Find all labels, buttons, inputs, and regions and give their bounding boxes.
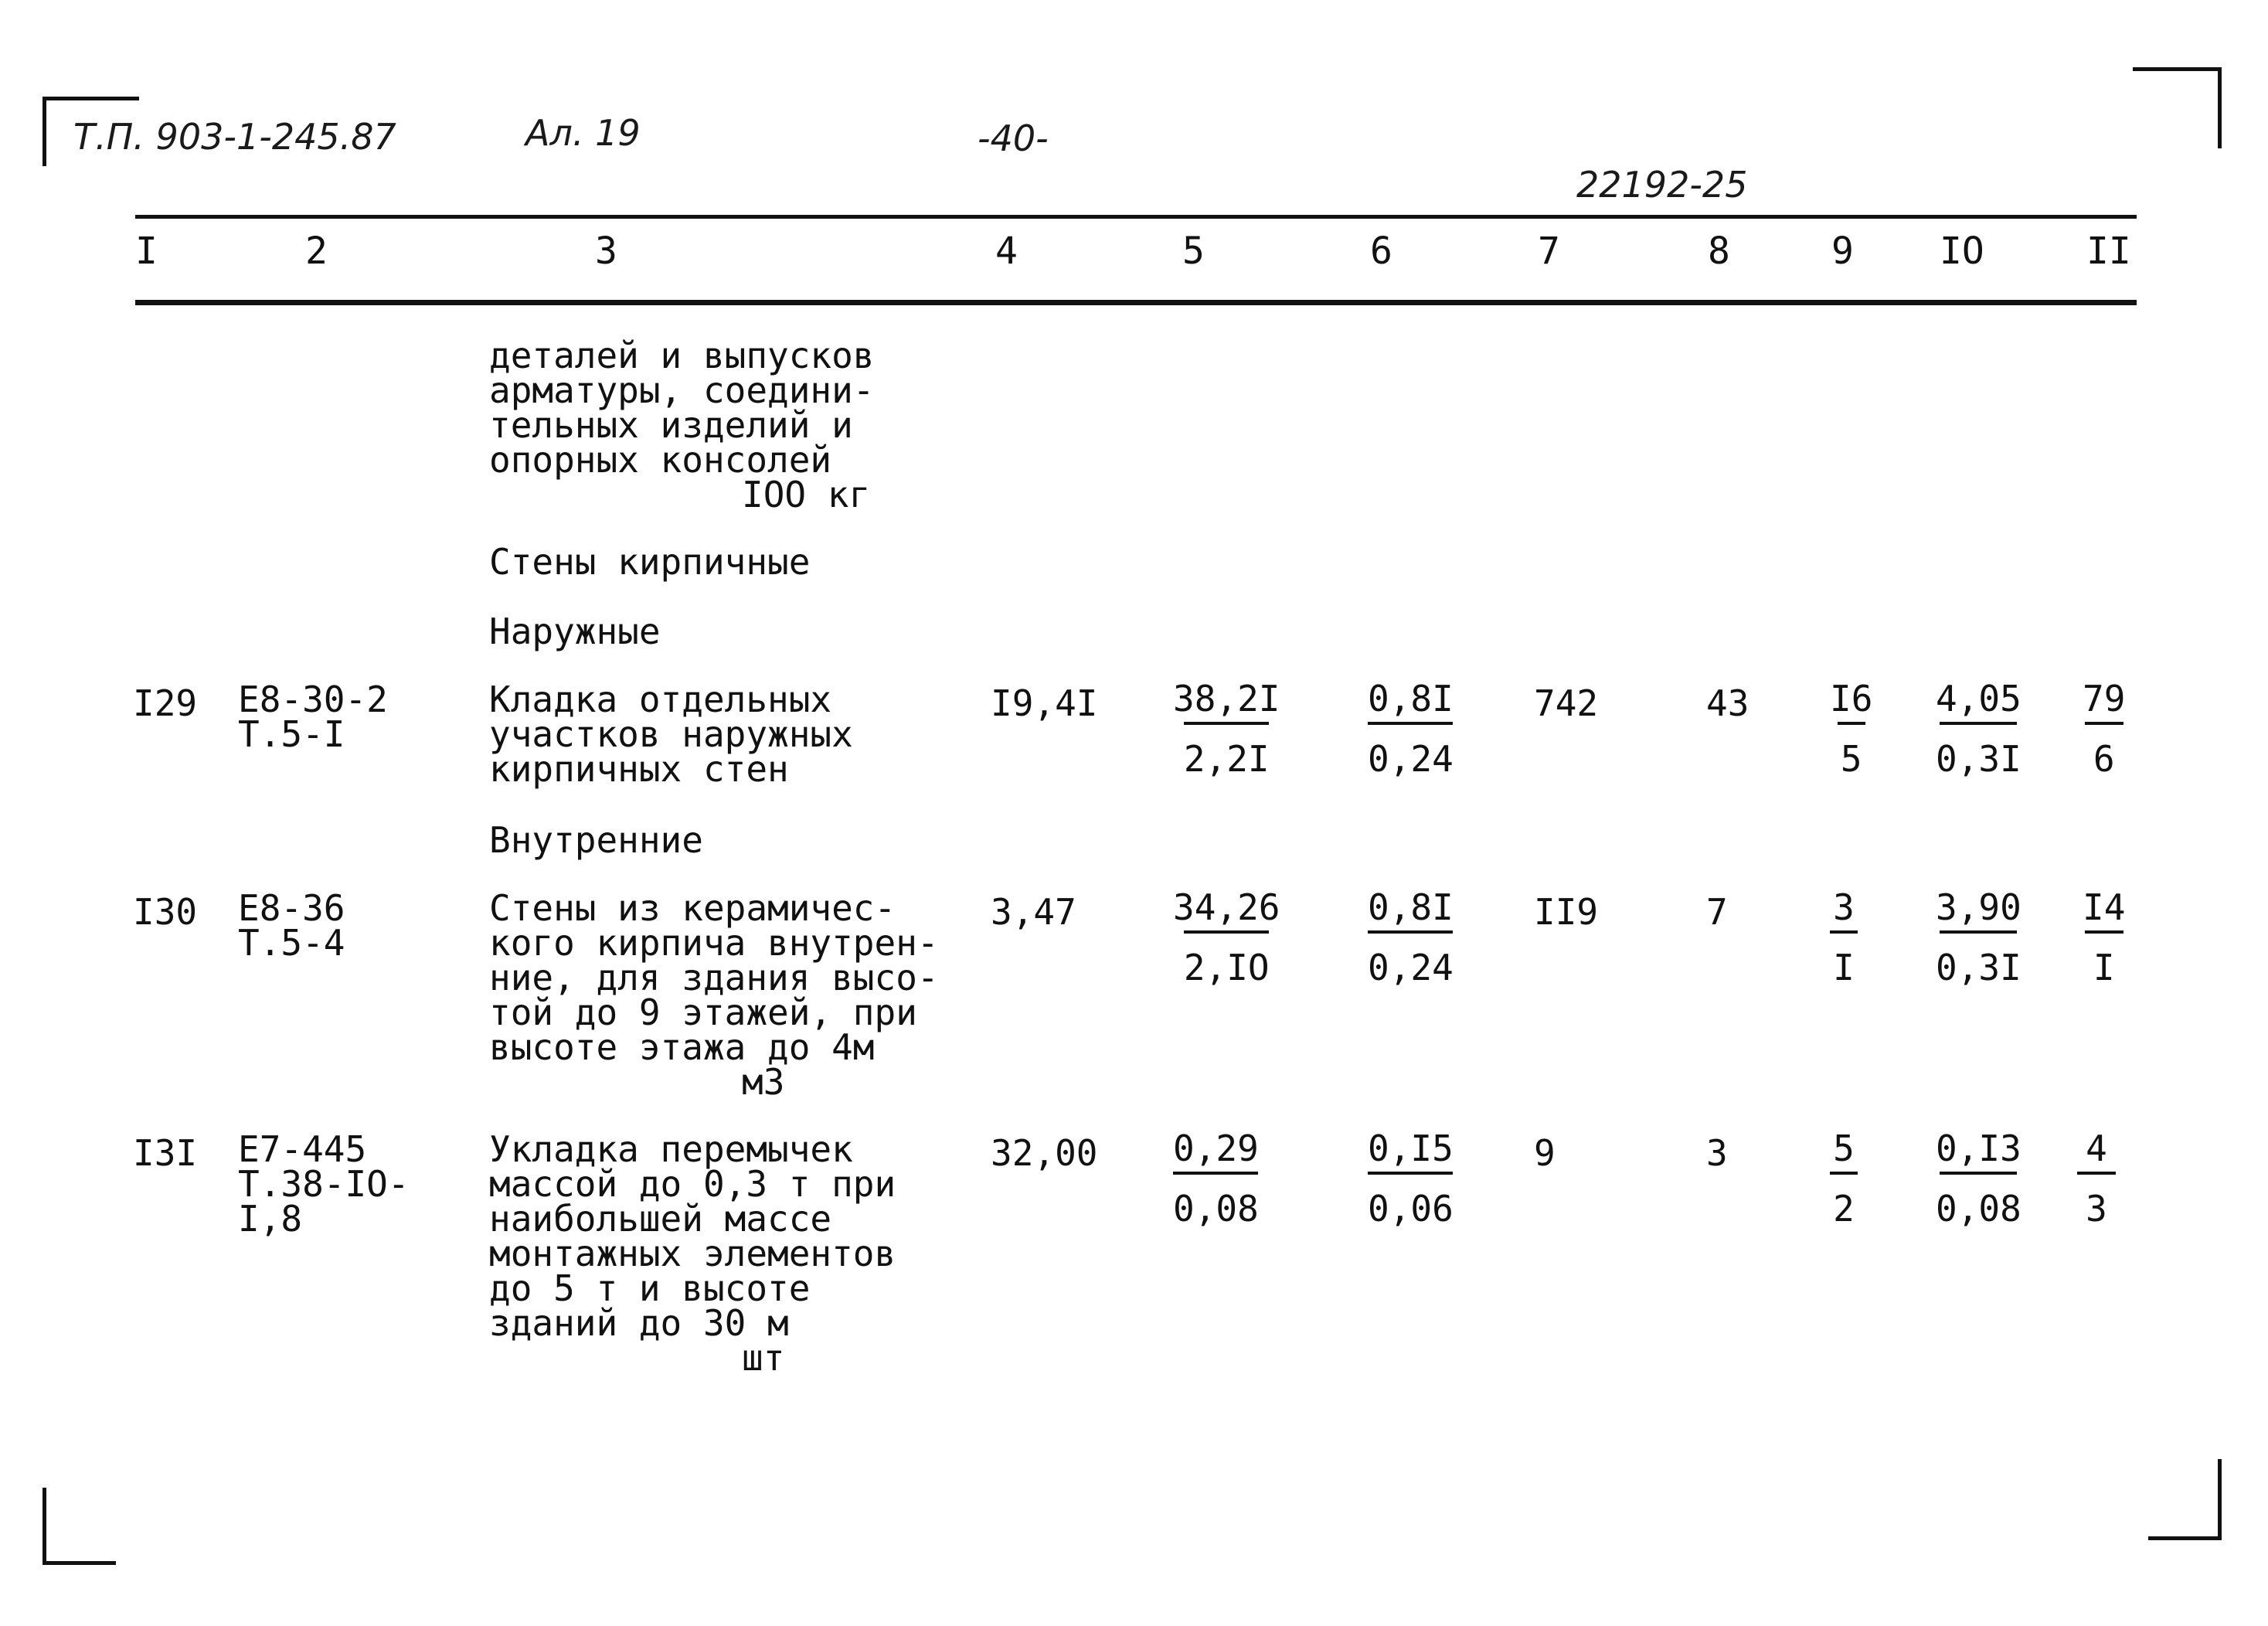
header-bottom-rule	[135, 300, 2137, 305]
col-header-6: 6	[1370, 230, 1392, 273]
row-col5-fraction	[1173, 886, 1280, 988]
row-col5-fraction	[1173, 1128, 1259, 1230]
row-description: Стены из керамичес- кого кирпича внутрен- ние, для здания высо- той до 9 этажей, при высоте этажа до 4м	[489, 887, 939, 1068]
fraction-top: I4	[2083, 886, 2126, 928]
row-col9-fraction	[1830, 678, 1873, 780]
col-header-3: 3	[595, 230, 617, 273]
row-number: I29	[133, 682, 198, 724]
fraction-top: 4	[2086, 1128, 2107, 1169]
fraction-top: 3,90	[1936, 886, 2021, 928]
fraction-top: 3	[1833, 886, 1855, 928]
frame-corner-top-right	[2133, 67, 2222, 148]
fraction-bottom: 0,3I	[1936, 947, 2021, 988]
row-col11-fraction	[2083, 678, 2126, 780]
row-code: E8-30-2 Т.5-I	[238, 679, 388, 755]
row-col6-fraction	[1368, 1128, 1454, 1230]
row-col5-fraction	[1173, 678, 1280, 780]
fraction-top: 0,I5	[1368, 1128, 1454, 1169]
continuation-unit: IOO кг	[742, 474, 871, 515]
fraction-top: 34,26	[1173, 886, 1280, 928]
frame-corner-bottom-right	[2148, 1459, 2222, 1540]
row-description: Укладка перемычек массой до 0,3 т при наибольшей массе монтажных элементов до 5 т и высоте зданий до 30 м	[489, 1128, 896, 1344]
fraction-top: 4,05	[1936, 678, 2021, 719]
row-col7-value: II9	[1534, 891, 1599, 933]
col-header-2: 2	[305, 230, 328, 273]
fraction-bottom: 0,24	[1368, 738, 1454, 780]
row-number: I3I	[133, 1132, 198, 1174]
col-header-7: 7	[1538, 230, 1560, 273]
fraction-bottom: I	[2093, 947, 2115, 988]
fraction-top: 0,29	[1173, 1128, 1259, 1169]
fraction-bottom: 3	[2086, 1188, 2107, 1230]
fraction-bottom: 0,08	[1173, 1188, 1259, 1230]
fraction-top: 0,8I	[1368, 886, 1454, 928]
continuation-text: деталей и выпусков арматуры, соедини- тельных изделий и опорных консолей	[489, 335, 875, 481]
row-code: E7-445 Т.38-IO- I,8	[238, 1128, 410, 1240]
col-header-1: I	[135, 230, 158, 273]
row-col8-value: 43	[1706, 682, 1749, 724]
table-top-rule	[135, 215, 2137, 219]
fraction-bottom: 2	[1833, 1188, 1855, 1230]
row-description: Кладка отдельных участков наружных кирпичных стен	[489, 679, 853, 790]
page-number: -40-	[978, 117, 1049, 159]
col-header-11: II	[2086, 230, 2131, 273]
row-unit: м3	[742, 1061, 785, 1103]
row-col4-value: 32,00	[991, 1132, 1098, 1174]
row-col7-value: 9	[1534, 1132, 1556, 1174]
document-code: Т.П. 903-1-245.87	[73, 116, 396, 158]
row-col6-fraction	[1368, 678, 1454, 780]
reference-number: 22192-25	[1576, 164, 1748, 206]
frame-corner-bottom-left	[43, 1488, 116, 1565]
row-col10-fraction	[1936, 886, 2021, 988]
sheet-label: Ал. 19	[525, 112, 641, 154]
row-col10-fraction	[1936, 678, 2021, 780]
section-brick-walls: Стены кирпичные	[489, 541, 811, 583]
fraction-bottom: 0,24	[1368, 947, 1454, 988]
fraction-bottom: I	[1833, 947, 1855, 988]
col-header-10: IO	[1940, 230, 1984, 273]
row-col8-value: 3	[1706, 1132, 1728, 1174]
row-col4-value: I9,4I	[991, 682, 1098, 724]
fraction-top: 0,8I	[1368, 678, 1454, 719]
fraction-bottom: 2,IO	[1183, 947, 1270, 988]
row-col9-fraction	[1830, 886, 1858, 988]
fraction-bottom: 6	[2093, 738, 2115, 780]
fraction-top: 5	[1833, 1128, 1855, 1169]
col-header-5: 5	[1182, 230, 1205, 273]
fraction-bottom: 0,06	[1368, 1188, 1454, 1230]
col-header-4: 4	[995, 230, 1018, 273]
row-code: E8-36 Т.5-4	[238, 887, 345, 964]
fraction-bottom: 2,2I	[1183, 738, 1270, 780]
fraction-bottom: 0,3I	[1936, 738, 2021, 780]
fraction-top: 0,I3	[1936, 1128, 2021, 1169]
row-unit: шт	[742, 1337, 785, 1379]
col-header-9: 9	[1831, 230, 1854, 273]
row-col7-value: 742	[1534, 682, 1599, 724]
row-col6-fraction	[1368, 886, 1454, 988]
row-number: I30	[133, 891, 198, 933]
fraction-bottom: 0,08	[1936, 1188, 2021, 1230]
row-col10-fraction	[1936, 1128, 2021, 1230]
fraction-top: I6	[1830, 678, 1873, 719]
row-col9-fraction	[1830, 1128, 1858, 1230]
row-col4-value: 3,47	[991, 891, 1076, 933]
col-header-8: 8	[1708, 230, 1730, 273]
row-col11-fraction	[2083, 886, 2126, 988]
section-inner: Внутренние	[489, 819, 703, 861]
fraction-top: 38,2I	[1173, 678, 1280, 719]
row-col8-value: 7	[1706, 891, 1728, 933]
section-outer: Наружные	[489, 611, 661, 652]
fraction-top: 79	[2083, 678, 2126, 719]
row-col11-fraction	[2077, 1128, 2116, 1230]
fraction-bottom: 5	[1840, 738, 1862, 780]
